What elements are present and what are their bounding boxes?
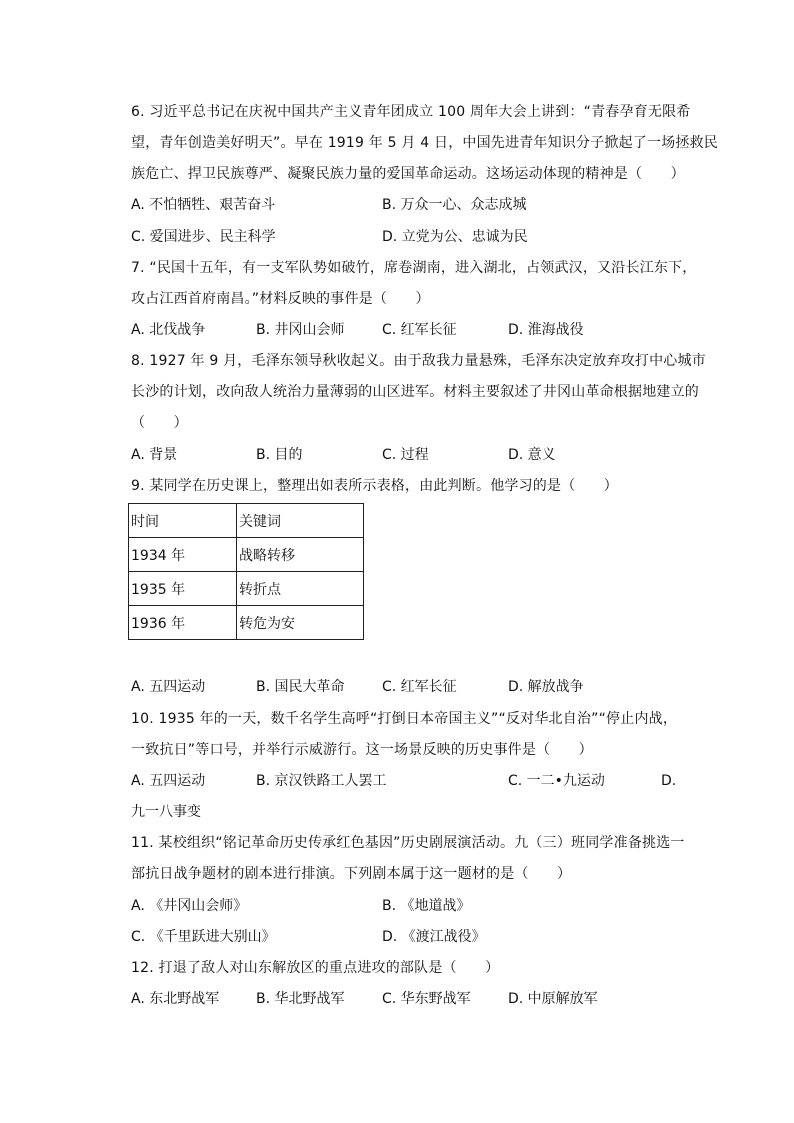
question-7-option-b[interactable]: B. 井冈山会师 [256, 322, 345, 338]
table-row [129, 572, 364, 606]
question-9-option-a[interactable]: A. 五四运动 [131, 679, 206, 695]
question-6-option-a[interactable]: A. 不怕牺牲、艰苦奋斗 [131, 197, 276, 213]
question-6-option-c[interactable]: C. 爱国进步、民主科学 [131, 229, 276, 245]
table-cell: 1935 年 [129, 572, 237, 606]
question-9-option-b[interactable]: B. 国民大革命 [256, 679, 345, 695]
question-9-option-c[interactable]: C. 红军长征 [382, 679, 457, 695]
question-7-line-1: 7. “民国十五年，有一支军队势如破竹，席卷湖南，进入湖北，占领武汉，又沿长江东下， [131, 260, 697, 276]
question-9-table [128, 503, 364, 640]
question-10-line-1: 10. 1935 年的一天，数千名学生高呼“打倒日本帝国主义”“反对华北自治”“停止内战， [131, 711, 678, 727]
question-6-line-1: 6. 习近平总书记在庆祝中国共产主义青年团成立 100 周年大会上讲到：“青春孕育无限希 [131, 104, 691, 120]
question-7-line-2: 攻占江西首府南昌。”材料反映的事件是（ ） [131, 291, 430, 307]
question-6-line-2: 望，青年创造美好明天”。早在 1919 年 5 月 4 日，中国先进青年知识分子掀起了一场拯救民 [131, 135, 718, 151]
question-6-option-b[interactable]: B. 万众一心、众志成城 [382, 197, 527, 213]
question-11-option-a[interactable]: A. 《井冈山会师》 [131, 898, 248, 914]
question-12-option-a[interactable]: A. 东北野战军 [131, 991, 220, 1007]
table-header-cell: 时间 [129, 504, 237, 538]
table-cell: 1934 年 [129, 538, 237, 572]
table-cell: 1936 年 [129, 606, 237, 640]
question-8-line-3: （ ） [131, 415, 188, 431]
question-7-option-c[interactable]: C. 红军长征 [382, 322, 457, 338]
question-10-line-2: 一致抗日”等口号，并举行示威游行。这一场景反映的历史事件是（ ） [131, 742, 593, 758]
question-8-option-c[interactable]: C. 过程 [382, 447, 429, 463]
table-header-cell: 关键词 [237, 504, 364, 538]
question-10-option-b[interactable]: B. 京汉铁路工人罢工 [256, 773, 387, 789]
question-11-line-1: 11. 某校组织“铭记革命历史传承红色基因”历史剧展演活动。九（三）班同学准备挑选一 [131, 835, 685, 851]
question-6-line-3: 族危亡、捍卫民族尊严、凝聚民族力量的爱国革命运动。这场运动体现的精神是（ ） [131, 166, 685, 182]
question-11-option-d[interactable]: D. 《渡江战役》 [382, 929, 486, 945]
question-11-option-b[interactable]: B. 《地道战》 [382, 898, 471, 914]
question-8-option-a[interactable]: A. 背景 [131, 447, 178, 463]
table-row [129, 606, 364, 640]
question-6-option-d[interactable]: D. 立党为公、忠诚为民 [382, 229, 528, 245]
question-9-option-d[interactable]: D. 解放战争 [508, 679, 584, 695]
table-cell: 转危为安 [237, 606, 364, 640]
question-10-option-d-label[interactable]: D. [661, 773, 677, 789]
question-12-option-d[interactable]: D. 中原解放军 [508, 991, 598, 1007]
table-header-row [129, 504, 364, 538]
question-12-line-1: 12. 打退了敌人对山东解放区的重点进攻的部队是（ ） [131, 960, 500, 976]
question-9-line-1: 9. 某同学在历史课上，整理出如表所示表格，由此判断。他学习的是（ ） [131, 478, 619, 494]
question-10-option-c[interactable]: C. 一二•九运动 [508, 773, 605, 789]
question-8-option-d[interactable]: D. 意义 [508, 447, 556, 463]
question-8-line-1: 8. 1927 年 9 月，毛泽东领导秋收起义。由于敌我力量悬殊，毛泽东决定放弃攻打中心城市 [131, 353, 706, 369]
table-row [129, 538, 364, 572]
question-7-option-d[interactable]: D. 淮海战役 [508, 322, 584, 338]
question-11-line-2: 部抗日战争题材的剧本进行排演。下列剧本属于这一题材的是（ ） [131, 866, 572, 882]
question-7-option-a[interactable]: A. 北伐战争 [131, 322, 206, 338]
table-cell: 战略转移 [237, 538, 364, 572]
question-12-option-b[interactable]: B. 华北野战军 [256, 991, 345, 1007]
question-8-option-b[interactable]: B. 目的 [256, 447, 303, 463]
question-10-option-d-text[interactable]: 九一八事变 [131, 804, 201, 820]
question-8-line-2: 长沙的计划，改向敌人统治力量薄弱的山区进军。材料主要叙述了井冈山革命根据地建立的 [131, 384, 699, 400]
question-10-option-a[interactable]: A. 五四运动 [131, 773, 206, 789]
question-11-option-c[interactable]: C. 《千里跃进大别山》 [131, 929, 276, 945]
question-12-option-c[interactable]: C. 华东野战军 [382, 991, 471, 1007]
table-cell: 转折点 [237, 572, 364, 606]
